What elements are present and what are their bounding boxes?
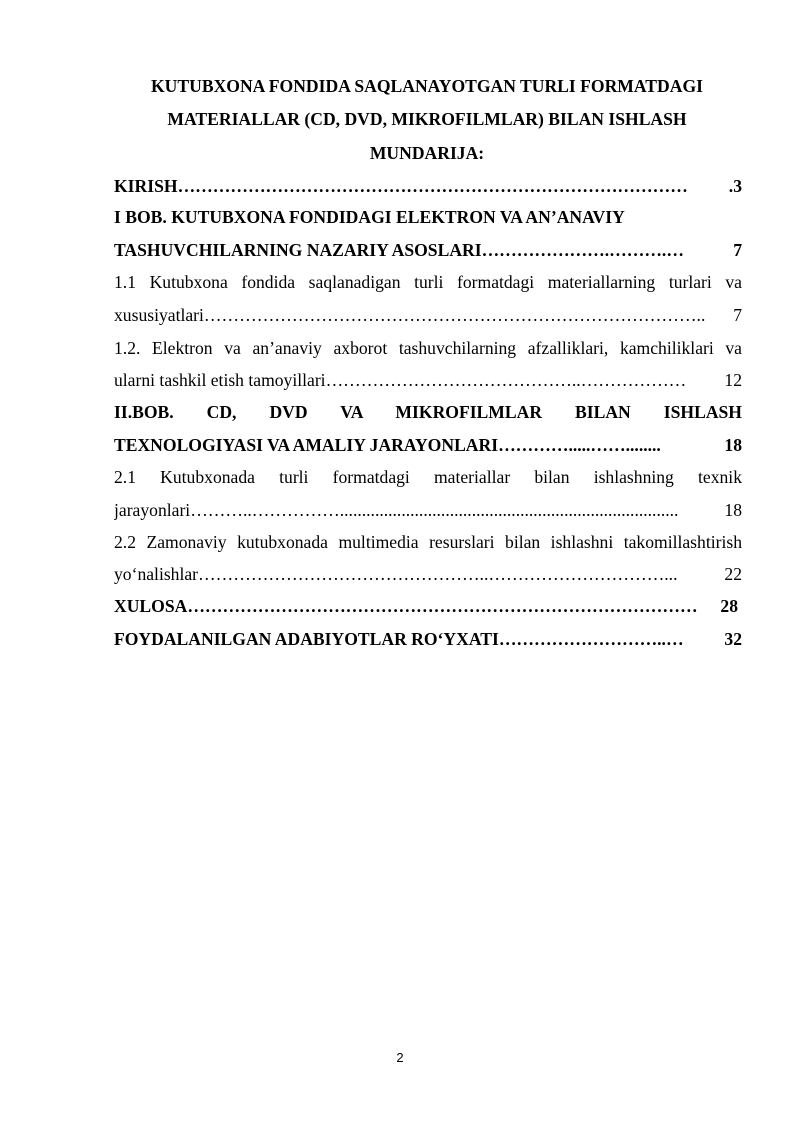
toc-entry-2-1-line1[interactable]: 2.1 Kutubxonada turli formatdagi materiallar bilan ishlashning texnik: [114, 467, 742, 487]
toc-leader-dots: ………………….……….…: [481, 240, 684, 260]
toc-entry-bob2[interactable]: [114, 435, 742, 456]
toc-entry-1-2-line1[interactable]: 1.2. Elektron va an’anaviy axborot tashuvchilarning afzalliklari, kamchiliklari va: [114, 338, 742, 358]
toc-page-number: 22: [724, 564, 742, 584]
toc-entry-kirish[interactable]: [114, 176, 742, 197]
toc-leader-dots: ………………………..…: [498, 629, 684, 649]
toc-entry-label: TASHUVCHILARNING NAZARIY ASOSLARI: [114, 240, 482, 260]
toc-entry-2-2[interactable]: [114, 564, 742, 585]
document-title-line-2: MATERIALLAR (CD, DVD, MIKROFILMLAR) BILAN ISHLASH: [167, 109, 687, 129]
toc-entry-label: jarayonlari: [114, 500, 191, 520]
toc-entry-1-2[interactable]: [114, 370, 742, 391]
toc-page-number: 7: [733, 240, 742, 260]
toc-heading: MUNDARIJA:: [369, 143, 485, 163]
toc-leader-dots: …………………………………………..…………………………...: [198, 564, 678, 584]
toc-entry-label: yo‘nalishlar: [114, 564, 199, 584]
toc-entry-xulosa[interactable]: [114, 596, 738, 617]
toc-entry-label: KIRISH: [114, 176, 178, 196]
toc-entry-label: ularni tashkil etish tamoyillari: [114, 370, 326, 390]
toc-leader-dots: ………..…………….............................................................................: [190, 500, 679, 520]
toc-leader-dots: ………….....……........: [498, 435, 661, 455]
toc-page-number: 18: [724, 435, 742, 455]
toc-entry-adabiyotlar[interactable]: [114, 629, 742, 650]
toc-page-number: 18: [724, 500, 742, 520]
toc-entry-2-2-line1[interactable]: 2.2 Zamonaviy kutubxonada multimedia resurslari bilan ishlashni takomillashtirish: [114, 532, 742, 552]
toc-page-number: .3: [728, 176, 742, 196]
toc-leader-dots: …………………………………………………………………………..: [203, 305, 706, 325]
toc-entry-bob1[interactable]: [114, 240, 742, 261]
toc-entry-1-1[interactable]: [114, 305, 742, 326]
toc-entry-label: TEXNOLOGIYASI VA AMALIY JARAYONLARI: [114, 435, 499, 455]
toc-entry-1-1-line1[interactable]: 1.1 Kutubxona fondida saqlanadigan turli formatdagi materiallarning turlari va: [114, 272, 742, 292]
toc-entry-bob1-line1[interactable]: I BOB. KUTUBXONA FONDIDAGI ELEKTRON VA AN’ANAVIY: [114, 207, 625, 227]
toc-entry-2-1[interactable]: [114, 500, 742, 521]
toc-entry-label: xususiyatlari: [114, 305, 204, 325]
page-number: 2: [396, 1050, 404, 1065]
toc-page-number: 12: [724, 370, 742, 390]
toc-leader-dots: ……………………………………………………………………………: [177, 176, 688, 196]
toc-leader-dots: ……………………………………………………………………………: [187, 596, 698, 616]
toc-entry-label: FOYDALANILGAN ADABIYOTLAR RO‘YXATI: [114, 629, 499, 649]
toc-entry-label: XULOSA: [114, 596, 188, 616]
toc-leader-dots: ……………………………………..………………: [325, 370, 687, 390]
toc-entry-bob2-line1[interactable]: II.BOB. CD, DVD VA MIKROFILMLAR BILAN ISHLASH: [114, 402, 742, 422]
document-title-line-1: KUTUBXONA FONDIDA SAQLANAYOTGAN TURLI FORMATDAGI: [151, 76, 703, 96]
toc-page-number: 28: [720, 596, 738, 616]
toc-page-number: 32: [724, 629, 742, 649]
toc-page-number: 7: [733, 305, 742, 325]
